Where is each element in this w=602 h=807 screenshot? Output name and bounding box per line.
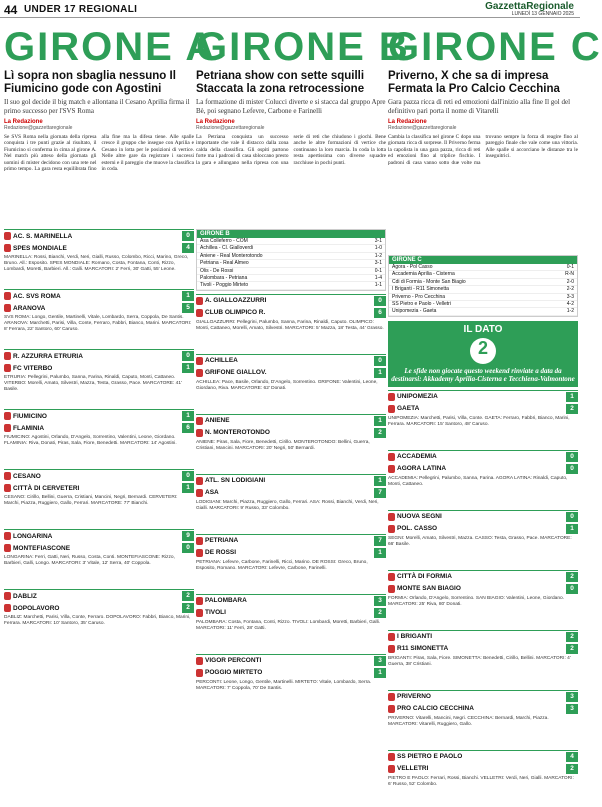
match-report (196, 414, 386, 471)
match-report (388, 750, 578, 807)
home-team: AC. SVS ROMA (13, 292, 61, 300)
home-team: R. AZZURRA ETRURIA (13, 352, 83, 360)
club-crest-icon (4, 292, 11, 300)
home-score: 1 (182, 291, 194, 301)
club-crest-icon (4, 484, 11, 492)
girone-title: GIRONE C (388, 25, 602, 69)
away-team: GAETA (397, 405, 420, 413)
score-row-away (196, 547, 386, 559)
away-score: 7 (374, 488, 386, 498)
match-lineup: PALOMBARA: Costa, Fontana, Conti, Rizzo. TIVOLI: Lombardi, Moretti, Barbieri, Galli. MARCATORI: 11' Ferri, 28' Gatti. (196, 619, 381, 631)
away-team: MONTEFIASCONE (13, 544, 71, 552)
home-score: 3 (566, 692, 578, 702)
home-score: 0 (182, 351, 194, 361)
away-score: 5 (182, 303, 194, 313)
results-row (389, 271, 577, 278)
home-score: 0 (374, 296, 386, 306)
score-row-away (4, 422, 194, 434)
club-crest-icon (196, 549, 203, 557)
away-score: 1 (374, 368, 386, 378)
home-team: I BRIGANTI (397, 633, 433, 641)
score-row-home (388, 451, 578, 463)
match-lineup: BRIGANTI: Piras, Sala, Fiore. SIMONETTA: Benedetti, Cirillo, Bellini. MARCATORI: 4' Guerra, 38' Cristiani. (388, 655, 571, 667)
results-row-match: Cdi di Formia - Monte San Biagio (392, 278, 466, 285)
score-row-away (388, 583, 578, 595)
dato-text: Le sfide non giocate questo weekend rinviate a data da destinarsi: Akkademy Aprilia-Cisterna e Tecchiena-Valmontone (391, 366, 575, 384)
results-row-match: Achillea - Cl. Gialloverdi (200, 245, 254, 252)
club-crest-icon (196, 657, 203, 665)
score-row-away (4, 302, 194, 314)
away-score: 2 (566, 764, 578, 774)
match-report (4, 589, 194, 646)
match-lineup: FORMIA: Orlando, D'Angelo, Sorrentino. SAN BIAGIO: Valentini, Leone, Giordano. MARCATORI: 25' Riva, 80' Donati. (388, 595, 564, 607)
away-team: POL. CASSO (397, 525, 438, 533)
score-row-away (196, 667, 386, 679)
club-crest-icon (4, 232, 11, 240)
away-team: R11 SIMONETTA (397, 645, 449, 653)
home-score: 7 (374, 536, 386, 546)
results-row-score: R-N (565, 271, 574, 278)
results-table (388, 255, 578, 317)
results-row-score: 1-1 (374, 282, 382, 289)
home-team: DABLIZ (13, 592, 37, 600)
home-team: ATL. SN LODIGIANI (205, 477, 266, 485)
score-row-away (196, 487, 386, 499)
match-report (388, 630, 578, 687)
home-team: PETRIANA (205, 537, 239, 545)
page-header (0, 0, 580, 18)
match-report (4, 409, 194, 466)
match-lineup: ACCADEMIA: Pellegrini, Palumbo, Sanna, Farina. AGORA LATINA: Rinaldi, Caputo, Monti, Cattaneo. (388, 475, 568, 487)
results-row (197, 238, 385, 245)
home-team: AC. S. MARINELLA (13, 232, 73, 240)
article-byline-email: Redazione@gazzettaregionale (4, 125, 73, 131)
away-team: CITTÀ DI CERVETERI (13, 484, 80, 492)
club-crest-icon (196, 309, 203, 317)
score-row-home (196, 535, 386, 547)
girone-title: GIRONE B (196, 25, 410, 69)
club-crest-icon (388, 465, 395, 473)
match-report (388, 390, 578, 447)
score-row-away (196, 367, 386, 379)
away-team: FLAMINIA (13, 424, 45, 432)
home-score: 0 (566, 512, 578, 522)
home-score: 9 (182, 531, 194, 541)
club-crest-icon (388, 513, 395, 521)
score-row-away (388, 403, 578, 415)
score-row-home (196, 595, 386, 607)
away-score: 1 (182, 483, 194, 493)
club-crest-icon (4, 244, 11, 252)
club-crest-icon (388, 645, 395, 653)
away-team: CLUB OLIMPICO R. (205, 309, 266, 317)
score-row-home (388, 691, 578, 703)
away-team: SPES MONDIALE (13, 244, 67, 252)
results-row (389, 308, 577, 315)
club-crest-icon (388, 765, 395, 773)
match-lineup: CESANO: Cirillo, Bellini, Guerra, Cristiani, Mancini, Negri, Bernardi. CERVETERI: Marchi, Piazza, Ruggiero, Gallo, Ferrari. MARCATORE: 77' Bianchi. (4, 495, 178, 506)
article-deck: Il suo gol decide il big match e allontana il Cesano Aprilia firma il primo successo per l'SVS Roma (4, 98, 190, 115)
match-lineup: UNIPOMEZIA: Marchetti, Parisi, Villa, Conte. GAETA: Ferraro, Fabbri, Bianco, Marini, Ferrara. MARCATORI: 15' Santoro, 48' Caruso. (388, 415, 570, 427)
score-row-home (388, 751, 578, 763)
home-team: PRIVERNO (397, 693, 431, 701)
away-team: MONTE SAN BIAGIO (397, 585, 461, 593)
article-body: La Petriana conquista un successo importante che vale il distacco dalla zona calda della classifica. Gli ospiti partono forte ma i padroni di casa sbloccano presto la gara e allungano nella ripresa con una serie di reti che chiudono i giochi. Bene anche le altre formazioni di vertice che continuano la loro marcia. In coda la lotta resta apertissima con diverse squadre racchiuse in pochi punti. (196, 134, 386, 166)
club-crest-icon (4, 424, 11, 432)
match-lineup: PIETRO E PAOLO: Ferrari, Rossi, Bianchi. VELLETRI: Verdi, Neri, Gialli. MARCATORI: 6' Russo, 52' Colombo. (388, 775, 574, 787)
score-row-away (4, 362, 194, 374)
home-score: 1 (374, 416, 386, 426)
match-lineup: MARINELLA: Rossi, Bianchi, Verdi, Neri, Gialli, Russo, Colombo, Ricci, Marino, Greco, Bruno. All.: Esposito. SPES MONDIALE: Romano, Costa, Fontana, Conti, Rizzo, Lombardi, Moretti, Barbieri. All.: Galli. MARCATORI: 2' Ferri, 30' Gatti, 55' Leone. (4, 255, 189, 272)
club-crest-icon (388, 393, 395, 401)
club-crest-icon (388, 633, 395, 641)
results-row-match: Olis - De Rossi (200, 267, 234, 274)
match-lineup: LONGARINA: Ferri, Gatti, Neri, Russo, Costa, Conti. MONTEFIASCONE: Rizzo, Barbieri, Galli, Longo. MARCATORI: 3' Vitale, 12' Serra, 40' Coppola. (4, 555, 175, 566)
results-table-title: GIRONE C (389, 256, 577, 264)
home-team: CITTÀ DI FORMIA (397, 573, 452, 581)
results-row (197, 253, 385, 260)
score-row-home (4, 590, 194, 602)
club-crest-icon (388, 453, 395, 461)
results-row-score: 1-2 (374, 252, 382, 259)
results-row-score: 2-2 (566, 286, 574, 293)
score-row-away (388, 763, 578, 775)
home-team: ACCADEMIA (397, 453, 437, 461)
club-crest-icon (196, 537, 203, 545)
club-crest-icon (196, 597, 203, 605)
match-lineup: FIUMICINO: Agostini, Orlando, D'Angelo, Sorrentino, Valentini, Leone, Giordano. FLAMINIA: Riva, Donati, Piras, Sala, Fiore, Benedetti. MARCATORI: 14' Agostini. (4, 435, 177, 446)
home-score: 0 (566, 452, 578, 462)
article-body: Se SVS Roma nella giornata della ripresa conquista i tre punti grazie al risultato, il Fiumicino si conferma in cima al girone A. Nel match più atteso della giornata gli uomini di mister decidono con una rete nel primo tempo. La gara resta equilibrata fino alla fine ma la difesa tiene. Alle spalle cresce il gruppo che insegue con Aprilia e Cesano in lotta per le posizioni di vertice. Nelle altre gare da registrare i successi esterni e il pareggio che muove la classifica in coda. (4, 134, 195, 173)
home-team: NUOVA SEGNI (397, 513, 442, 521)
club-crest-icon (388, 525, 395, 533)
away-score: 0 (566, 464, 578, 474)
score-row-away (4, 482, 194, 494)
results-row-match: Palombara - Petriana (200, 275, 248, 282)
paper-title: GazzettaRegionale (485, 1, 574, 12)
results-row-score: 3-3 (566, 293, 574, 300)
dato-box (388, 321, 578, 387)
results-row-match: Priverno - Pro Cecchina (392, 293, 446, 300)
match-report (388, 510, 578, 567)
score-row-home (4, 530, 194, 542)
home-team: PALOMBARA (205, 597, 247, 605)
home-score: 0 (182, 231, 194, 241)
match-lineup: GIALLOAZZURRI: Pellegrini, Palumbo, Sanna, Farina, Rinaldi, Caputo. OLIMPICO: Monti, Cattaneo, Morelli, Amato, Silvestri. MARCATORI: 5' Mazza, 18' Testa, 44' Grasso. (196, 319, 384, 331)
club-crest-icon (196, 297, 203, 305)
score-row-away (4, 542, 194, 554)
match-lineup: LODIGIANI: Marchi, Piazza, Ruggiero, Gallo, Ferrari. ASA: Rossi, Bianchi, Verdi, Neri, Gialli. MARCATORI: 9' Russo, 33' Colombo. (196, 499, 379, 511)
results-row-score: 3-1 (374, 238, 382, 244)
results-row (389, 301, 577, 308)
column-girone-c (388, 25, 602, 787)
club-crest-icon (4, 352, 11, 360)
score-row-home (196, 415, 386, 427)
away-score: 6 (374, 308, 386, 318)
match-lineup: ACHILLEA: Pace, Basile, Orlando, D'Angelo, Sorrentino. GRIFONE: Valentini, Leone, Giordano, Riva. MARCATORE: 62' Donati. (196, 379, 378, 391)
results-row (197, 275, 385, 282)
home-score: 2 (182, 591, 194, 601)
score-row-home (4, 230, 194, 242)
score-row-home (196, 355, 386, 367)
away-score: 2 (374, 428, 386, 438)
score-row-home (4, 350, 194, 362)
article-headline: Lì sopra non sbaglia nessuno Il Fiumicino gode con Agostini (4, 70, 176, 95)
home-team: CESANO (13, 472, 41, 480)
club-crest-icon (4, 604, 11, 612)
article-body: Cambia la classifica nel girone C dopo una giornata ricca di sorprese. Il Priverno ferma la capolista in una gara pazza, ricca di reti ed emozioni fino al triplice fischio. I padroni di casa vanno sotto due volte ma trovano sempre la forza di reagire fino al pareggio finale che vale come una vittoria. Alle spalle si accorciano le distanze tra le inseguitrici. (388, 134, 578, 166)
article-byline-email: Redazione@gazzettaregionale (388, 125, 457, 131)
match-report (196, 354, 386, 411)
article-deck: La formazione di mister Colucci diverte e si stacca dal gruppo Apre Bè, poi segnano Lefevre, Carbone e Farinelli (196, 98, 386, 115)
match-lineup: DABLIZ: Marchetti, Parisi, Villa, Conte, Ferraro. DOPOLAVORO: Fabbri, Bianco, Marini, Ferrara. MARCATORI: 10' Santoro, 35' Caruso. (4, 615, 191, 626)
match-report (196, 594, 386, 651)
match-lineup: SVS ROMA: Longo, Gentile, Martinelli, Vitale, Lombardo, Serra, Coppola, De Santis. ARANOVA: Marchetti, Parisi, Villa, Conte, Ferraro, Fabbri, Bianco, Marini. MARCATORI: 8' Ferrara, 22' Santoro, 60' Caruso. (4, 315, 192, 332)
away-score: 2 (182, 603, 194, 613)
results-row (197, 260, 385, 267)
match-report (4, 229, 194, 286)
club-crest-icon (196, 429, 203, 437)
club-crest-icon (196, 489, 203, 497)
score-row-home (196, 295, 386, 307)
home-score: 0 (182, 471, 194, 481)
match-lineup: ANIENE: Piras, Sala, Fiore, Benedetti, Cirillo. MONTEROTONDO: Bellini, Guerra, Cristiani, Mancini. MARCATORI: 20' Negri, 50' Bernardi. (196, 439, 370, 451)
results-row (389, 286, 577, 293)
results-row (389, 294, 577, 301)
dato-label: IL DATO (463, 323, 503, 335)
away-score: 2 (374, 608, 386, 618)
results-row-match: Accademia Aprilia - Cisterna (392, 271, 455, 278)
results-row-score: 0-1 (566, 264, 574, 270)
score-row-home (4, 290, 194, 302)
away-team: ASA (205, 489, 219, 497)
home-score: 0 (374, 356, 386, 366)
results-row-score: 1-2 (566, 308, 574, 315)
away-score: 1 (374, 668, 386, 678)
match-lineup: PRIVERNO: Vitarelli, Mancini, Negri. CECCHINA: Bernardi, Marchi, Piazza. MARCATORI: Vitarelli, Ruggiero, Gallo. (388, 715, 549, 727)
match-report (4, 349, 194, 406)
club-crest-icon (196, 609, 203, 617)
match-report (388, 450, 578, 507)
club-crest-icon (4, 532, 11, 540)
score-row-home (196, 655, 386, 667)
match-report (4, 469, 194, 526)
results-row-match: Aniene - Real Monterotondo (200, 252, 263, 259)
page-number: 44 (4, 3, 18, 17)
girone-title: GIRONE A (4, 25, 217, 69)
article-byline: La Redazione (4, 119, 43, 125)
results-row-score: 1-4 (374, 275, 382, 282)
club-crest-icon (196, 669, 203, 677)
results-table (196, 229, 386, 291)
article-byline: La Redazione (388, 119, 427, 125)
away-score: 0 (566, 584, 578, 594)
results-row-match: Petriana - Real Almeo (200, 260, 249, 267)
results-row (197, 245, 385, 252)
score-row-home (388, 391, 578, 403)
away-score: 2 (566, 644, 578, 654)
score-row-away (196, 607, 386, 619)
results-row-score: 0-1 (374, 267, 382, 274)
club-crest-icon (388, 705, 395, 713)
match-lineup: ETRURIA: Pellegrini, Palumbo, Sanna, Farina, Rinaldi, Caputo, Monti, Cattaneo. VITERBO: Morelli, Amato, Silvestri, Mazza, Testa, Grasso, Pace. MARCATORE: 41' Basile. (4, 375, 182, 392)
away-team: GRIFONE GIALLOV. (205, 369, 267, 377)
home-team: FIUMICINO (13, 412, 47, 420)
article-byline: La Redazione (196, 119, 235, 125)
results-row-score: 4-2 (566, 301, 574, 308)
results-row (389, 264, 577, 271)
score-row-away (388, 643, 578, 655)
match-lineup: PERCONTI: Leone, Longo, Gentile, Martinelli. MIRTETO: Vitale, Lombardo, Serra. MARCATORI: 7' Coppola, 70' De Santis. (196, 679, 372, 691)
away-team: VELLETRI (397, 765, 429, 773)
home-score: 2 (566, 632, 578, 642)
match-report (388, 570, 578, 627)
match-report (4, 529, 194, 586)
club-crest-icon (4, 592, 11, 600)
dato-number: 2 (470, 338, 496, 364)
home-score: 3 (374, 656, 386, 666)
home-score: 4 (566, 752, 578, 762)
score-row-away (4, 242, 194, 254)
home-team: SS PIETRO E PAOLO (397, 753, 463, 761)
club-crest-icon (4, 304, 11, 312)
home-team: UNIPOMEZIA (397, 393, 438, 401)
club-crest-icon (4, 544, 11, 552)
away-score: 1 (182, 363, 194, 373)
match-report (196, 534, 386, 591)
home-score: 2 (566, 572, 578, 582)
results-table-title: GIRONE B (197, 230, 385, 238)
away-score: 3 (566, 704, 578, 714)
away-score: 0 (182, 543, 194, 553)
score-row-away (4, 602, 194, 614)
match-report (4, 289, 194, 346)
club-crest-icon (388, 405, 395, 413)
match-report (196, 654, 386, 711)
home-score: 3 (374, 596, 386, 606)
results-row-match: Asa Colleferro - COM (200, 238, 248, 244)
match-report (196, 294, 386, 351)
results-row-score: 1-0 (374, 245, 382, 252)
article-deck: Gara pazza ricca di reti ed emozioni dall'inizio alla fine Il gol del definitivo pari porta il nome di Vitarelli (388, 98, 571, 115)
match-lineup: PETRIANA: Lefevre, Carbone, Farinelli, Ricci, Marino. DE ROSSI: Greco, Bruno, Esposito, Romano. MARCATORI: Lefevre, Carbone, Farinelli. (196, 559, 368, 571)
away-team: DOPOLAVORO (13, 604, 60, 612)
away-score: 1 (374, 548, 386, 558)
section-title: UNDER 17 REGIONALI (24, 4, 138, 15)
results-row-match: SS Pietro e Paolo - Velletri (392, 301, 451, 308)
score-row-home (388, 631, 578, 643)
score-row-home (196, 475, 386, 487)
article-headline: Petriana show con sette squilli Staccata la zona retrocessione (196, 70, 365, 95)
club-crest-icon (196, 369, 203, 377)
match-lineup: SEGNI: Morelli, Amato, Silvestri, Mazza. CASSO: Testa, Grasso, Pace. MARCATORE: 66' Basile. (388, 535, 572, 547)
results-row-match: Agora - Pol Casso (392, 264, 433, 270)
paper-date: LUNEDÌ 13 GENNAIO 2025 (511, 11, 574, 17)
away-team: ARANOVA (13, 304, 46, 312)
club-crest-icon (388, 573, 395, 581)
club-crest-icon (4, 472, 11, 480)
results-row (197, 268, 385, 275)
home-team: ACHILLEA (205, 357, 238, 365)
away-score: 1 (566, 524, 578, 534)
away-score: 2 (566, 404, 578, 414)
club-crest-icon (196, 477, 203, 485)
club-crest-icon (196, 357, 203, 365)
home-team: ANIENE (205, 417, 230, 425)
away-score: 6 (182, 423, 194, 433)
club-crest-icon (4, 412, 11, 420)
results-row-score: 3-1 (374, 260, 382, 267)
club-crest-icon (388, 693, 395, 701)
score-row-away (388, 523, 578, 535)
results-row-match: I Briganti - R11 Simonetta (392, 286, 449, 293)
club-crest-icon (4, 364, 11, 372)
score-row-home (4, 410, 194, 422)
score-row-home (4, 470, 194, 482)
score-row-home (388, 571, 578, 583)
away-team: AGORA LATINA (397, 465, 447, 473)
results-row-score: 2-0 (566, 278, 574, 285)
article-byline-email: Redazione@gazzettaregionale (196, 125, 265, 131)
results-row-match: Tivoli - Poggio Mirteto (200, 282, 249, 289)
club-crest-icon (388, 753, 395, 761)
away-team: POGGIO MIRTETO (205, 669, 263, 677)
home-team: LONGARINA (13, 532, 53, 540)
score-row-home (388, 511, 578, 523)
home-team: A. GIALLOAZZURRI (205, 297, 267, 305)
away-score: 4 (182, 243, 194, 253)
away-team: PRO CALCIO CECCHINA (397, 705, 474, 713)
home-team: VIGOR PERCONTI (205, 657, 262, 665)
club-crest-icon (196, 417, 203, 425)
results-row-match: Unipomezia - Gaeta (392, 308, 437, 315)
results-row (389, 279, 577, 286)
article-headline: Priverno, X che sa di impresa Fermata la Pro Calcio Cecchina (388, 70, 560, 95)
home-score: 1 (182, 411, 194, 421)
score-row-away (388, 703, 578, 715)
away-team: N. MONTEROTONDO (205, 429, 270, 437)
away-team: TIVOLI (205, 609, 226, 617)
away-team: DE ROSSI (205, 549, 237, 557)
score-row-away (196, 307, 386, 319)
score-row-away (388, 463, 578, 475)
club-crest-icon (388, 585, 395, 593)
home-score: 1 (566, 392, 578, 402)
away-team: FC VITERBO (13, 364, 53, 372)
score-row-away (196, 427, 386, 439)
results-row (197, 282, 385, 289)
match-report (388, 690, 578, 747)
match-report (196, 474, 386, 531)
home-score: 1 (374, 476, 386, 486)
